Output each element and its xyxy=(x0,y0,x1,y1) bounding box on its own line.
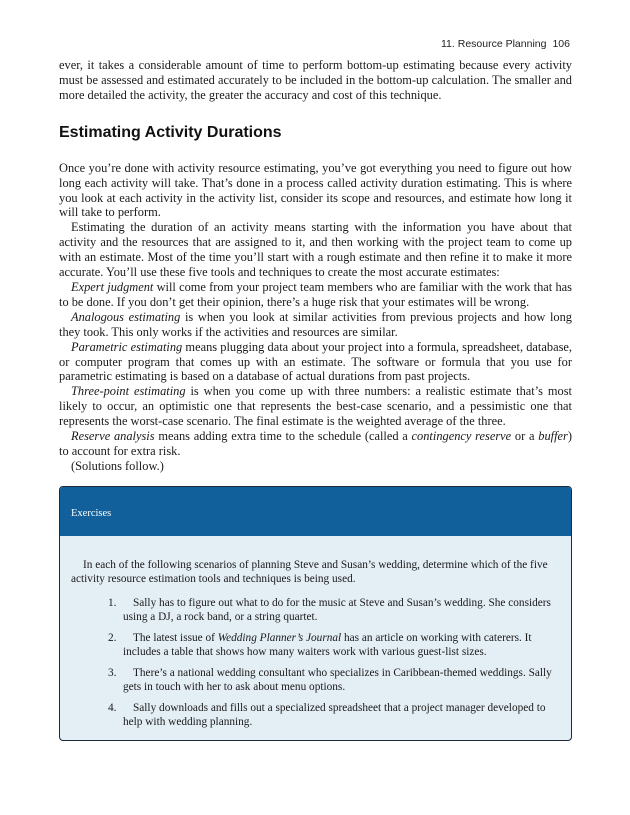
exercises-intro: In each of the following scenarios of planning Steve and Susan’s wedding, determine which of the five activity resource estimation tools and techniques is being used. xyxy=(71,559,548,585)
running-header xyxy=(441,38,570,50)
exercises-box xyxy=(59,486,572,741)
page-number: 106 xyxy=(552,38,570,50)
intro-paragraph: ever, it takes a considerable amount of time to perform bottom-up estimating because every activity must be assessed and estimated accurately to be included in the bottom-up calculation. The smaller and more detailed the activity, the greater the accuracy and cost of this technique. xyxy=(59,58,572,102)
paragraph-analogous: Analogous estimating is when you look at similar activities from previous projects and how long they took. This only works if the activities and resources are similar. xyxy=(59,309,572,339)
term-expert-judgment: Expert judgment xyxy=(71,279,154,294)
paragraph-intro: Once you’re done with activity resource estimating, you’ve got everything you need to figure out how long each activity will take. That’s done in a process called activity duration estimating. This is where you look at each activity in the activity list, consider its scope and resources, and estimate how long it will take to perform. xyxy=(59,160,572,220)
term-reserve: Reserve analysis xyxy=(71,429,155,444)
list-item: 1. Sally has to figure out what to do for the music at Steve and Susan’s wedding. She considers using a DJ, a rock band, or a string quartet. xyxy=(108,597,551,623)
paragraph-estimating: Estimating the duration of an activity means starting with the information you have about that activity and the resources that are assigned to it, and then working with the project team to come up with an estimate. Most of the time you’ll start with a rough estimate and then refine it to make it more accurate. You’ll use these five tools and techniques to create the most accurate estimates: xyxy=(59,220,572,280)
paragraph-expert-judgment: Expert judgment will come from your project team members who are familiar with the work that has to be done. If you don’t get their opinion, there’s a huge risk that your estimates will be wrong. xyxy=(59,279,572,309)
solutions-note: (Solutions follow.) xyxy=(71,458,164,473)
main-content xyxy=(59,58,572,474)
term-parametric: Parametric estimating xyxy=(71,339,183,354)
list-item: 3. There’s a national wedding consultant who specializes in Caribbean-themed weddings. Sally gets in touch with her to ask about menu options. xyxy=(108,667,552,693)
list-item: 4. Sally downloads and fills out a specialized spreadsheet that a project manager developed to help with wedding planning. xyxy=(108,702,546,728)
exercises-title: Exercises xyxy=(60,487,571,536)
exercise-list xyxy=(71,596,559,729)
list-item: 2. The latest issue of Wedding Planner’s Journal has an article on working with caterers. It includes a table that shows how many waiters work with various guest-list sizes. xyxy=(108,632,532,658)
paragraph-parametric: Parametric estimating means plugging data about your project into a formula, spreadsheet, database, or computer program that comes up with an estimate. The software or formula that you use for parametric estimating is based on a database of actual durations from past projects. xyxy=(59,339,572,384)
paragraph-reserve: Reserve analysis means adding extra time to the schedule (called a contingency reserve or a buffer) to account for extra risk. xyxy=(59,429,572,458)
chapter-title: 11. Resource Planning xyxy=(441,38,547,50)
term-analogous: Analogous estimating xyxy=(71,309,181,324)
term-three-point: Three-point estimating xyxy=(71,384,186,399)
section-title: Estimating Activity Durations xyxy=(59,123,282,141)
paragraph-three-point: Three-point estimating is when you come up with three numbers: a realistic estimate that’s most likely to occur, an optimistic one that represents the best-case scenario, and a pessimistic one that represents the worst-case scenario. The final estimate is the weighted average of the three. xyxy=(59,384,572,429)
